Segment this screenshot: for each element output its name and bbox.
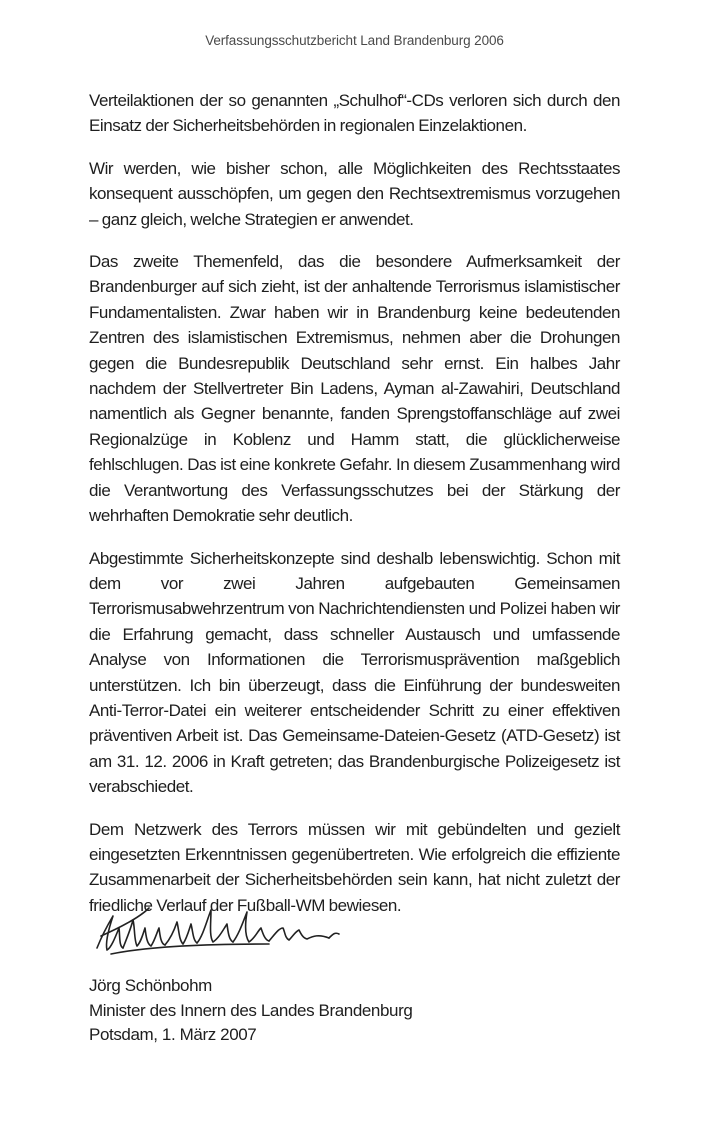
place-and-date: Potsdam, 1. März 2007 [89, 1025, 257, 1044]
signer-title: Minister des Innern des Landes Brandenburg [89, 1000, 413, 1020]
paragraph: Das zweite Themenfeld, das die besondere Aufmerksamkeit der Brandenburger auf sich zieht, ist der anhaltende Terrorismus islamistischer Fundamentalisten. Zwar haben wir in Brandenburg keine bedeutenden Zentren des islamistischen Extremismus, nehmen aber die Drohungen gegen die Bundesrepublik Deutschland sehr ernst. Ein halbes Jahr nachdem der Stellvertreter Bin Ladens, Ayman al-Zawahiri, Deutschland namentlich als Gegner benannte, fanden Sprengstoffanschläge auf zwei Regionalzüge in Koblenz und Hamm statt, die glücklicherweise fehlschlugen. Das ist eine konkrete Gefahr. In diesem Zusammenhang wird die Verantwortung des Verfassungsschutzes bei der Stärkung der wehrhaften Demokratie sehr deutlich. [89, 252, 620, 526]
body-text [89, 88, 620, 935]
paragraph: Wir werden, wie bisher schon, alle Möglichkeiten des Rechtsstaates konsequent ausschöpfen, um gegen den Rechtsextremismus vorzugehen – ganz gleich, welche Strategien er anwendet. [89, 158, 620, 229]
signer-block [89, 974, 620, 1048]
signer-name: Jörg Schönbohm [89, 976, 212, 995]
paragraph: Abgestimmte Sicherheitskonzepte sind deshalb lebenswichtig. Schon mit dem vor zwei Jahren aufgebauten Gemeinsamen Terrorismusabwehrzentrum von Nachrichtendiensten und Polizei haben wir die Erfahrung gemacht, dass schneller Austausch und umfassende Analyse von Informationen die Terrorismusprävention maßgeblich unterstützen. Ich bin überzeugt, dass die Einführung der bundesweiten Anti-Terror-Datei ein weiterer entscheidender Schritt zu einer effektiven präventiven Arbeit ist. Das Gemeinsame-Dateien-Gesetz (ATD-Gesetz) ist am 31. 12. 2006 in Kraft getreten; das Brandenburgische Polizeigesetz ist verabschiedet. [89, 548, 620, 797]
handwritten-signature [89, 898, 359, 968]
paragraph: Verteilaktionen der so genannten „Schulhof“-CDs verloren sich durch den Einsatz der Sicherheitsbehörden in regionalen Einzelaktionen. [89, 91, 620, 136]
paragraph: Dem Netzwerk des Terrors müssen wir mit gebündelten und gezielt eingesetzten Erkenntnissen gegenübertreten. Wie erfolgreich die effiziente Zusammenarbeit der Sicherheitsbehörden sein kann, hat nicht zuletzt der friedliche Verlauf der Fußball-WM bewiesen. [89, 819, 620, 915]
running-title: Verfassungsschutzbericht Land Brandenburg 2006 [205, 33, 504, 48]
